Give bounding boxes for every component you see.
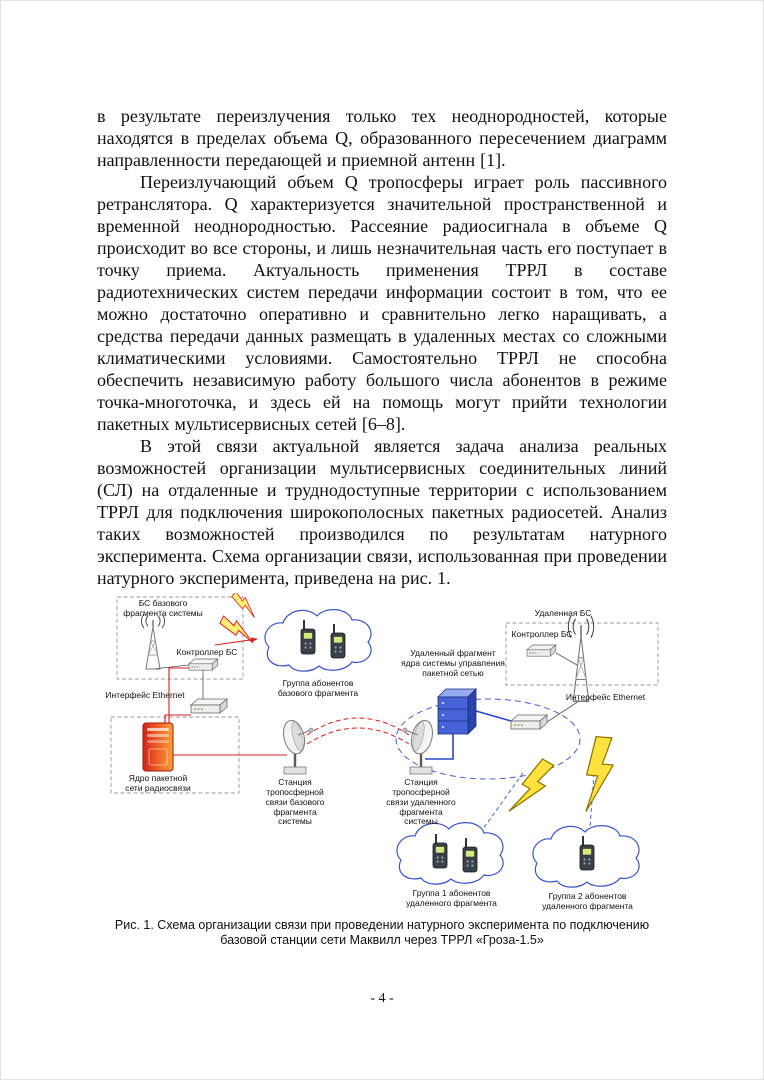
- lightning-bolt-icon: [230, 593, 260, 618]
- paragraph: В этой связи актуальной является задача анализа реальных возможностей организации мультисервисных соединительных линий (СЛ) на отдаленные и труднодоступные территории с использованием ТРРЛ для подключения широкополосных пакетных радиосетей. Анализ таких возможностей производился по результатам натурного эксперимента. Схема организации связи, использованная при проведении натурного эксперимента, приведена на рис. 1.: [97, 436, 667, 588]
- bs-controller-device-icon: [189, 659, 218, 670]
- page-number: - 4 -: [370, 991, 394, 1006]
- label-packet-core: Ядро пакетной сети радиосвязи: [125, 773, 191, 793]
- paragraph: в результате переизлучения только тех неоднородностей, которые находятся в пределах объема Q, образованного пересечением диаграмм направленности передающей и приемной антенн [1].: [97, 106, 667, 170]
- lightning-bolt-icon: [583, 736, 615, 814]
- diagram-artwork: [103, 593, 668, 915]
- label-group1: Группа 1 абонентов удаленного фрагмента: [406, 888, 497, 908]
- label-remote-bs: Удаленная БС: [534, 608, 592, 618]
- label-tropo-remote: Станция тропосферной связи удаленного фрагмента системы: [386, 777, 456, 827]
- text-column: [1, 1, 763, 949]
- ethernet-switch-icon: [511, 715, 547, 729]
- subscriber-cloud-icon: [265, 610, 371, 672]
- paragraph: Переизлучающий объем Q тропосферы играет роль пассивного ретранслятора. Q характеризуется значительной пространственной и временной неоднородностью. Рассеяние радиосигнала в объеме Q происходит во все стороны, и лишь незначительная часть его поступает в точку приема. Актуальность применения ТРРЛ в составе радиотехнических систем передачи информации состоит в том, что ее можно достаточно оперативно и сравнительно легко наращивать, а средства передачи данных размещать в удаленных местах со сложными климатическими условиями. Самостоятельно ТРРЛ не способна обеспечить независимую работу большого числа абонентов в режиме точка-многоточка, и здесь ей на помощь могут прийти технологии пакетных мультисервисных сетей [6–8].: [97, 172, 667, 434]
- label-group2: Группа 2 абонентов удаленного фрагмента: [542, 891, 633, 911]
- packet-core-server-icon: [143, 723, 173, 771]
- label-controller-right: Контроллер БС: [511, 629, 573, 639]
- label-ethernet-left: Интерфейс Ethernet: [105, 690, 185, 700]
- ethernet-switch-icon: [191, 699, 227, 713]
- label-ethernet-right: Интерфейс Ethernet: [565, 692, 646, 702]
- subscriber-cloud-icon: [397, 823, 503, 885]
- connection-lines: [153, 639, 595, 829]
- troposcatter-dish-icon: [403, 718, 436, 774]
- figure-diagram: [103, 593, 668, 915]
- lightning-bolt-icon: [507, 757, 556, 821]
- label-group-base: Группа абонентов базового фрагмента: [277, 678, 359, 698]
- bs-controller-device-icon: [527, 645, 556, 656]
- label-controller-left: Контроллер БС: [176, 647, 238, 657]
- label-tropo-base: Станция тропосферной связи базового фрагмента системы: [265, 777, 325, 827]
- antenna-tower-icon: [141, 614, 164, 669]
- label-base-station: БС базового фрагмента системы: [123, 598, 203, 618]
- figure-caption: Рис. 1. Схема организации связи при проведении натурного эксперимента по подключению базовой станции сети Маквилл через ТРРЛ «Гроза-1.5»: [114, 918, 650, 948]
- troposcatter-dish-icon: [280, 718, 313, 774]
- remote-core-server-icon: [438, 689, 476, 734]
- label-remote-core: Удаленный фрагмент ядра системы управления пакетной сетью: [401, 648, 505, 678]
- antenna-tower-icon: [568, 616, 593, 701]
